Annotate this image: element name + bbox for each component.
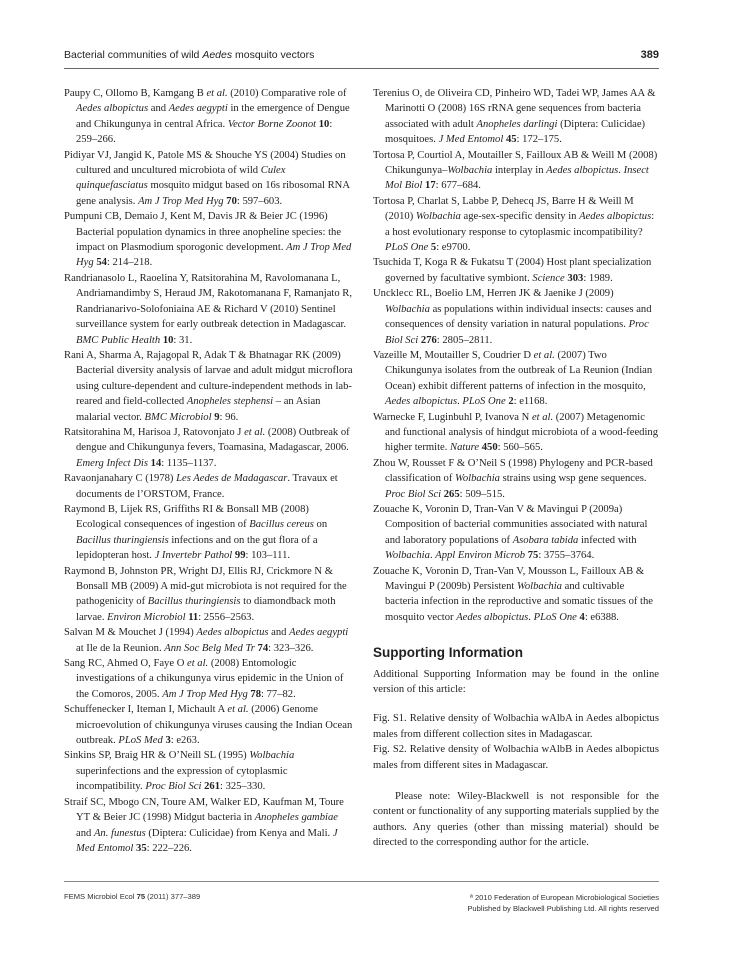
reference-entry: Tortosa P, Charlat S, Labbe P, Dehecq JS, Barre H & Weill M (2010) Wolbachia age-sex-specific density in Aedes albopictus: a host evolutionary response to cytoplasmic incompatibility? PLoS One 5: e9700. — [373, 195, 655, 254]
reference-list-right — [373, 86, 659, 625]
reference-entry: Tsuchida T, Koga R & Fukatsu T (2004) Host plant specialization governed by facultative symbiont. Science 303: 1989. — [373, 257, 652, 284]
reference-entry: Terenius O, de Oliveira CD, Pinheiro WD, Tadei WP, James AA & Marinotti O (2008) 16S rRNA gene sequences from bacteria associated with adult Anopheles darlingi (Diptera: Culicidae) mosquitoes. J Med Entomol 45: 172–175. — [373, 88, 656, 146]
reference-entry: Zouache K, Voronin D, Tran-Van V, Mousson L, Failloux AB & Mavingui P (2009b) Persistent Wolbachia and cultivable bacteria infection in the reproductive and somatic tissues of the mosquito vector Aedes albopictus. PLoS One 4: e6388. — [373, 565, 653, 623]
left-column — [64, 86, 354, 856]
reference-entry: Warnecke F, Luginbuhl P, Ivanova N et al. (2007) Metagenomic and functional analysis of hindgut microbiota of a wood-feeding higher termite. Nature 450: 560–565. — [373, 411, 659, 454]
page-header — [64, 49, 659, 63]
reference-entry: Ravaonjanahary C (1978) Les Aedes de Madagascar. Travaux et documents de l’ORSTOM, France. — [64, 473, 338, 500]
footer-rule — [64, 881, 659, 882]
reference-entry: Schuffenecker I, Iteman I, Michault A et al. (2006) Genome microevolution of chikungunya viruses causing the Indian Ocean outbreak. PLoS Med 3: e263. — [64, 704, 353, 747]
reference-entry: Straif SC, Mbogo CN, Toure AM, Walker ED, Kaufman M, Toure YT & Beier JC (1998) Midgut bacteria in Anopheles gambiae and An. funestus (Diptera: Culicidae) from Kenya and Mali. J Med Entomol 35: 222–226. — [64, 796, 344, 854]
supporting-figure-caption: Fig. S1. Relative density of Wolbachia wAlbA in Aedes albopictus males from different collection sites in Madagascar. — [373, 713, 659, 740]
reference-entry: Ratsitorahina M, Harisoa J, Ratovonjato J et al. (2008) Outbreak of dengue and Chikungunya fevers, Toamasina, Madagascar, 2006. Emerg Infect Dis 14: 1135–1137. — [64, 426, 350, 469]
reference-entry: Salvan M & Mouchet J (1994) Aedes albopictus and Aedes aegypti at Ile de la Reunion. Ann Soc Belg Med Tr 74: 323–326. — [64, 627, 349, 654]
page-number: 389 — [640, 49, 659, 61]
reference-entry: Tortosa P, Courtiol A, Moutailler S, Failloux AB & Weill M (2008) Chikungunya–Wolbachia interplay in Aedes albopictus. Insect Mol Biol 17: 677–684. — [373, 149, 658, 192]
reference-entry: Zhou W, Rousset F & O’Neil S (1998) Phylogeny and PCR-based classification of Wolbachia strains using wsp gene sequences. Proc Biol Sci 265: 509–515. — [373, 457, 653, 500]
reference-entry: Randrianasolo L, Raoelina Y, Ratsitorahina M, Ravolomanana L, Andriamandimby S, Heraud JM, Rakotomanana F, Ramanjato R, Randrianarivo-Solofoniaina AE & Richard V (2010) Sentinel surveillance system for early outbreak detection in Madagascar. BMC Public Health 10: 31. — [64, 272, 353, 346]
reference-entry: Zouache K, Voronin D, Tran-Van V & Mavingui P (2009a) Composition of bacterial communities associated with natural and laboratory populations of Asobara tabida infected with Wolbachia. Appl Environ Microb 75: 3755–3764. — [373, 503, 648, 562]
reference-entry: Raymond B, Johnston PR, Wright DJ, Ellis RJ, Crickmore N & Bonsall MB (2009) A mid-gut microbiota is not required for the pathogenicity of Bacillus thuringiensis to diamondback moth larvae. Environ Microbiol 11: 2556–2563. — [64, 565, 347, 623]
supporting-figure-list — [373, 711, 659, 773]
reference-entry: Sang RC, Ahmed O, Faye O et al. (2008) Entomologic investigations of a chikungunya virus epidemic in the Union of the Comoros, 2005. Am J Trop Med Hyg 78: 77–82. — [64, 658, 344, 700]
running-title: Bacterial communities of wild Aedes mosquito vectors — [64, 49, 315, 61]
reference-list-left — [64, 86, 354, 856]
reference-entry: Sinkins SP, Braig HR & O’Neill SL (1995) Wolbachia superinfections and the expression of cytoplasmic incompatibility. Proc Biol Sci 261: 325–330. — [64, 750, 295, 793]
reference-entry: Pumpuni CB, Demaio J, Kent M, Davis JR & Beier JC (1996) Bacterial population dynamics in three anopheline species: the impact on Plasmodium sporogonic development. Am J Trop Med Hyg 54: 214–218. — [64, 211, 352, 269]
supporting-information-heading: Supporting Information — [373, 645, 523, 661]
supporting-intro: Additional Supporting Information may be found in the online version of this article: — [373, 668, 659, 696]
copyright-notice: ª 2010 Federation of European Microbiological Societies Published by Blackwell Publishing Ltd. All rights reserved — [467, 893, 659, 913]
reference-entry: Vazeille M, Moutailler S, Coudrier D et al. (2007) Two Chikungunya isolates from the outbreak of La Reunion (Indian Ocean) exhibit different patterns of infection in the mosquito, Aedes albopictus. PLoS One 2: e1168. — [373, 349, 653, 408]
journal-citation: FEMS Microbiol Ecol 75 (2011) 377–389 — [64, 892, 201, 901]
supporting-figure-caption: Fig. S2. Relative density of Wolbachia wAlbB in Aedes albopictus males from different sites in Madagascar. — [373, 744, 659, 771]
reference-entry: Uncklесс RL, Boelio LM, Herren JK & Jaenike J (2009) Wolbachia as populations within individual insects: causes and consequences of density variation in natural populations. Proc Biol Sci 276: 2805–2811. — [373, 288, 652, 346]
reference-entry: Raymond B, Lijek RS, Griffiths RI & Bonsall MB (2008) Ecological consequences of ingestion of Bacillus cereus on Bacillus thuringiensis infections and on the gut flora of a lepidopteran host. J Invertebr Pathol 99: 103–111. — [64, 503, 328, 562]
header-rule — [64, 68, 659, 69]
reference-entry: Pidiyar VJ, Jangid K, Patole MS & Shouche YS (2004) Studies on cultured and uncultured microbiota of wild Culex quinquefasciatus mosquito midgut based on 16s ribosomal RNA gene analysis. Am J Trop Med Hyg 70: 597–603. — [64, 149, 350, 207]
right-column — [373, 86, 659, 851]
page-footer — [64, 889, 659, 919]
supporting-notice: Please note: Wiley-Blackwell is not responsible for the content or functionality of any supporting materials supplied by the authors. Any queries (other than missing material) should be directed to the corresponding author for the article. — [373, 791, 659, 849]
reference-entry: Rani A, Sharma A, Rajagopal R, Adak T & Bhatnagar RK (2009) Bacterial diversity analysis of larvae and adult midgut microflora using culture-dependent and culture-independent methods in lab-reared and field-collected Anopheles stephensi – an Asian malarial vector. BMC Microbiol 9: 96. — [64, 349, 353, 423]
reference-entry: Paupy C, Ollomo B, Kamgang B et al. (2010) Comparative role of Aedes albopictus and Aedes aegypti in the emergence of Dengue and Chikungunya in central Africa. Vector Borne Zoonot 10: 259–266. — [64, 88, 350, 146]
